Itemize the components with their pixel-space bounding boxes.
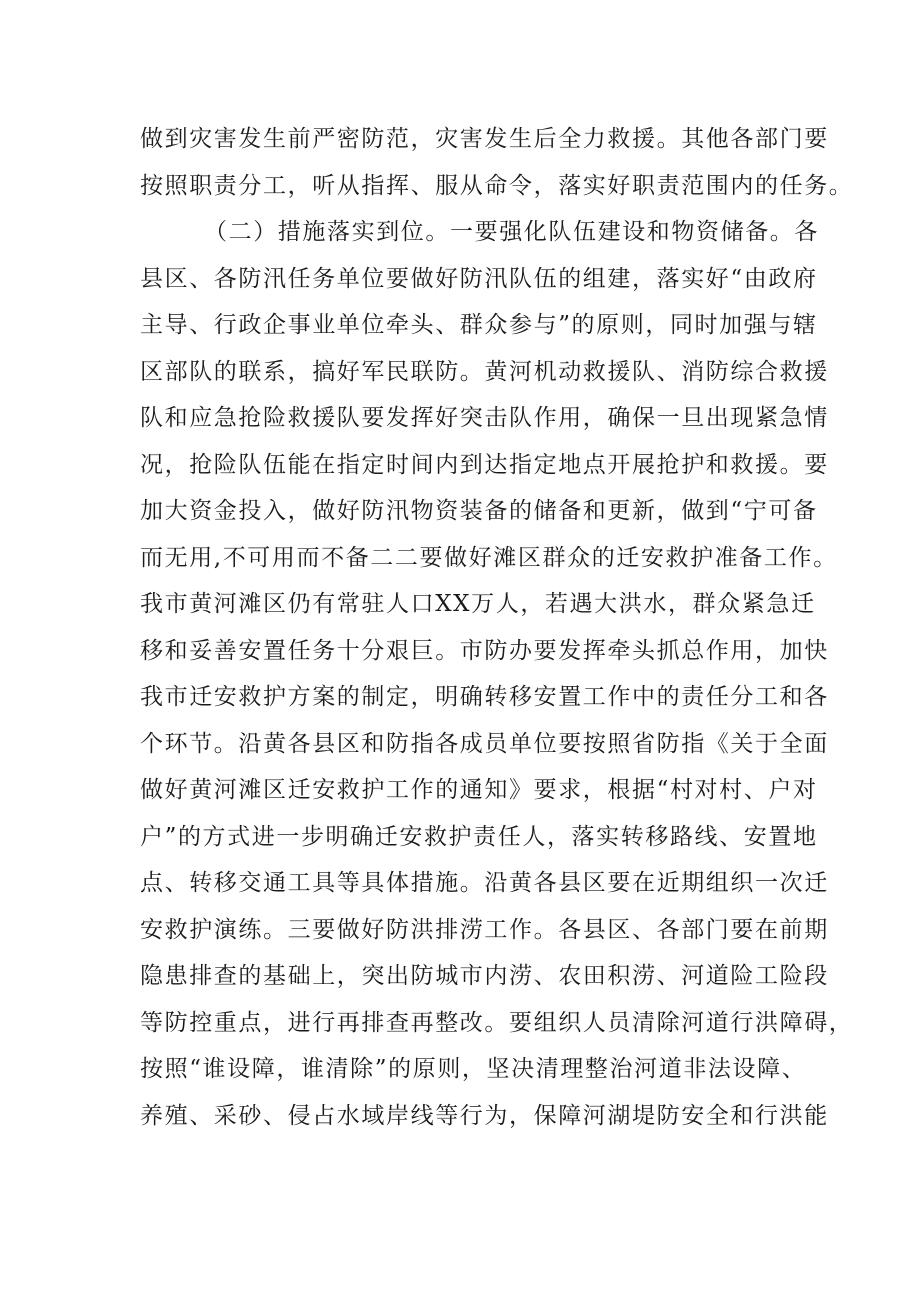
text-line-17: 点、转移交通工具等具体措施。沿黄各县区要在近期组织一次迁 xyxy=(140,870,829,896)
text-line-9: 加大资金投入，做好防汛物资装备的储备和更新，做到“宁可备 xyxy=(140,498,818,524)
text-line-18: 安救护演练。三要做好防洪排涝工作。各县区、各部门要在前期 xyxy=(140,916,829,943)
text-line-8: 况，抢险队伍能在指定时间内到达指定地点开展抢护和救援。要 xyxy=(140,451,829,478)
text-line-20: 等防控重点，进行再排查再整改。要组织人员清除河道行洪障碍， xyxy=(140,1009,854,1036)
text-line-13: 我市迁安救护方案的制定，明确转移安置工作中的责任分工和各 xyxy=(140,684,829,710)
text-line-11: 我市黄河滩区仍有常驻人口XX万人，若遇大洪水，群众紧急迁 xyxy=(140,591,816,617)
text-line-4: 县区、各防汛任务单位要做好防汛队伍的组建，落实好“由政府 xyxy=(140,265,818,292)
text-line-7: 队和应急抢险救援队要发挥好突击队作用，确保一旦出现紧急情 xyxy=(140,405,829,431)
document-body xyxy=(140,116,854,1139)
text-line-5: 主导、行政企事业单位牵头、群众参与”的原则，同时加强与辖 xyxy=(140,312,818,338)
text-line-2: 按照职责分工，听从指挥、服从命令，落实好职责范围内的任务。 xyxy=(140,172,854,199)
text-line-22: 养殖、采砂、侵占水域岸线等行为，保障河湖堤防安全和行洪能 xyxy=(140,1102,829,1129)
text-line-21: 按照“谁设障，谁清除”的原则，坚决清理整治河道非法设障、 xyxy=(140,1056,807,1082)
text-line-6: 区部队的联系，搞好军民联防。黄河机动救援队、消防综合救援 xyxy=(140,358,829,385)
text-line-15: 做好黄河滩区迁安救护工作的通知》要求，根据“村对村、户对 xyxy=(140,777,818,803)
text-line-3: （二）措施落实到位。一要强化队伍建设和物资储备。各 xyxy=(204,219,819,245)
text-line-19: 隐患排查的基础上，突出防城市内涝、农田积涝、河道险工险段 xyxy=(140,963,829,989)
text-line-12: 移和妥善安置任务十分艰巨。市防办要发挥牵头抓总作用，加快 xyxy=(140,637,829,664)
text-line-10: 而无用,不可用而不备二二要做好滩区群众的迁安救护准备工作。 xyxy=(140,544,838,571)
text-line-16: 户”的方式进一步明确迁安救护责任人，落实转移路线、安置地 xyxy=(140,823,818,850)
text-line-1: 做到灾害发生前严密防范，灾害发生后全力救援。其他各部门要 xyxy=(140,126,829,152)
text-line-14: 个环节。沿黄各县区和防指各成员单位要按照省防指《关于全面 xyxy=(140,730,829,757)
